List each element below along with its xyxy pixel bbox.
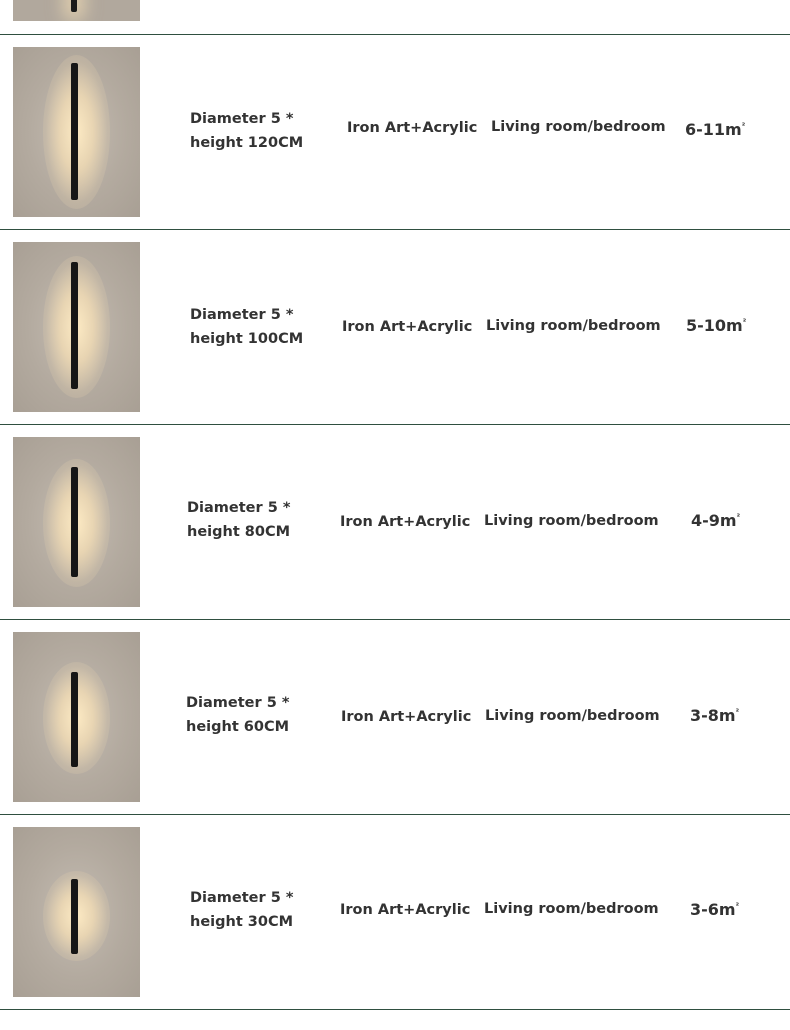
dimensions-diameter: Diameter 5 * [187,500,291,516]
dimensions-spec [190,886,293,934]
dimensions-diameter: Diameter 5 * [190,307,294,323]
area-cell [690,900,739,919]
dimensions-spec [190,303,303,351]
room-cell: Living room/bedroom [484,901,659,917]
area-unit: ² [736,512,741,521]
area-unit: ² [741,121,746,130]
wall-light-bar [71,879,78,954]
material-cell: Iron Art+Acrylic [342,319,473,335]
dimensions-height: height 30CM [190,914,294,930]
room-cell: Living room/bedroom [491,119,666,135]
area-unit: ² [735,707,740,716]
area-value: 6-11m [685,120,742,139]
area-value: 3-8m [690,706,736,725]
wall-light-bar [71,672,78,767]
product-thumbnail [13,437,140,607]
dimensions-height: height 80CM [187,524,291,540]
dimensions-spec [190,107,303,155]
wall-light-bar [71,63,78,200]
wall-light-bar [71,262,78,389]
dimensions-height: height 120CM [190,135,304,151]
area-value: 4-9m [691,511,737,530]
dimensions-spec [186,691,289,739]
dimensions-height: height 60CM [186,719,290,735]
area-value: 5-10m [686,316,743,335]
product-thumbnail-partial [13,0,140,21]
dimensions-diameter: Diameter 5 * [186,695,290,711]
product-row [0,230,790,425]
area-cell [691,511,740,530]
area-unit: ² [742,317,747,326]
dimensions-spec [187,496,290,544]
product-thumbnail [13,242,140,412]
material-cell: Iron Art+Acrylic [347,120,478,136]
product-thumbnail [13,827,140,997]
area-cell [686,316,746,335]
product-thumbnail [13,47,140,217]
product-thumbnail [13,632,140,802]
area-unit: ² [735,901,740,910]
dimensions-diameter: Diameter 5 * [190,890,294,906]
room-cell: Living room/bedroom [484,513,659,529]
previous-row-fragment [0,0,790,35]
wall-light-bar [71,0,77,12]
dimensions-height: height 100CM [190,331,304,347]
room-cell: Living room/bedroom [485,708,660,724]
product-row [0,815,790,1010]
material-cell: Iron Art+Acrylic [340,514,471,530]
product-row [0,620,790,815]
material-cell: Iron Art+Acrylic [341,709,472,725]
material-cell: Iron Art+Acrylic [340,902,471,918]
area-value: 3-6m [690,900,736,919]
area-cell [685,120,745,139]
dimensions-diameter: Diameter 5 * [190,111,294,127]
product-row [0,35,790,230]
room-cell: Living room/bedroom [486,318,661,334]
wall-light-bar [71,467,78,577]
area-cell [690,706,739,725]
product-row [0,425,790,620]
